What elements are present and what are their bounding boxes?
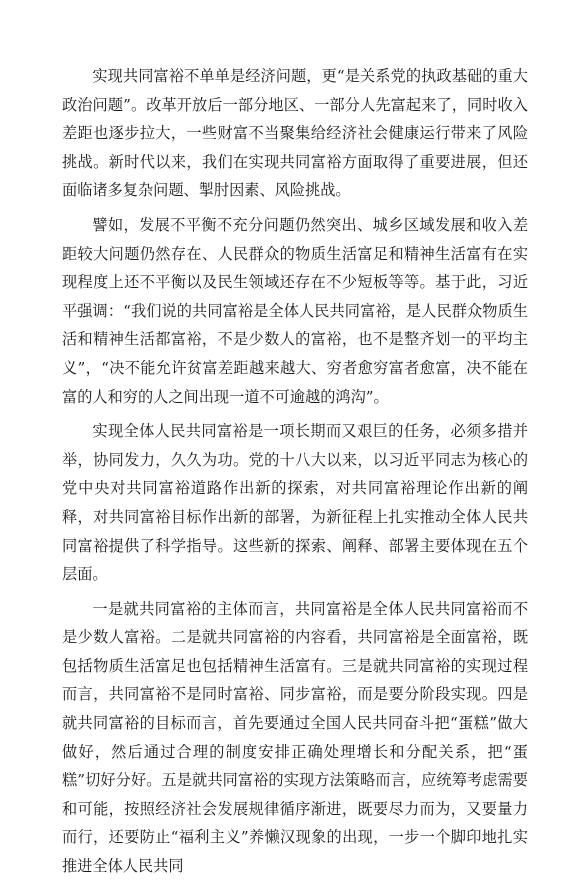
paragraph-1: 实现共同富裕不单单是经济问题，更“是关系党的执政基础的重大政治问题”。改革开放后一部分地区、一部分人先富起来了，同时收入差距也逐步拉大，一些财富不当聚集给经济社会健康运行带来了风险挑战。新时代以来，我们在实现共同富裕方面取得了重要进展，但还面临诸多复杂问题、掣肘因素、风险挑战。 bbox=[62, 67, 528, 200]
paragraph-3: 实现全体人民共同富裕是一项长期而又艰巨的任务，必须多措并举，协同发力，久久为功。党的十八大以来，以习近平同志为核心的党中央对共同富裕道路作出新的探索，对共同富裕理论作出新的阐释，对共同富裕目标作出新的部署，为新征程上扎实推动全体人民共同富裕提供了科学指导。这些新的探索、阐释、部署主要体现在五个层面。 bbox=[62, 422, 528, 584]
document-body bbox=[62, 62, 528, 887]
paragraph-4: 一是就共同富裕的主体而言，共同富裕是全体人民共同富裕而不是少数人富裕。二是就共同富裕的内容看，共同富裕是全面富裕，既包括物质生活富足也包括精神生活富有。三是就共同富裕的实现过程而言，共同富裕不是同时富裕、同步富裕，而是要分阶段实现。四是就共同富裕的目标而言，首先要通过全国人民共同奋斗把“蛋糕”做大做好，然后通过合理的制度安排正确处理增长和分配关系，把“蛋糕”切好分好。五是就共同富裕的实现方法策略而言，应统筹考虑需要和可能，按照经济社会发展规律循序渐进，既要尽力而为，又要量力而行，还要防止“福利主义”养懒汉现象的出现，一步一个脚印地扎实推进全体人民共同 bbox=[62, 599, 528, 876]
paragraph-2: 譬如，发展不平衡不充分问题仍然突出、城乡区域发展和收入差距较大问题仍然存在、人民群众的物质生活富足和精神生活富有在实现程度上还不平衡以及民生领域还存在不少短板等等。基于此，习近平强调：“我们说的共同富裕是全体人民共同富裕，是人民群众物质生活和精神生活都富裕，不是少数人的富裕，也不是整齐划一的平均主义”，“决不能允许贫富差距越来越大、穷者愈穷富者愈富，决不能在富的人和穷的人之间出现一道不可逾越的鸿沟”。 bbox=[62, 215, 528, 406]
